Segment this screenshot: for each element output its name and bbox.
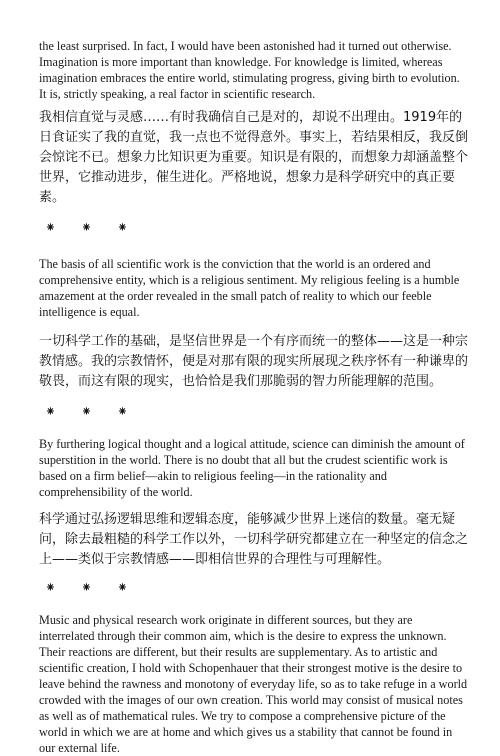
english-paragraph-4: Music and physical research work originate in different sources, but they are interrelated through their common aim, which is the desire to express the unknown. Their reactions are different, but their results are supplementary. As to artistic and scientific creation, I hold with Schopenhauer that their strongest motive is the desire to leave behind the rawness and monotony of everyday life, so as to take refuge in a world crowded with the images of our own creation. This world may consist of musical notes as well as of mathematical rules. We try to compose a comprehensive picture of the world in which we are at home and which gives us a stability that cannot be found in our external life. (39, 613, 468, 755)
asterism-icon: ⁕ (117, 404, 128, 420)
chinese-paragraph-2: 一切科学工作的基础，是坚信世界是一个有序而统一的整体——这是一种宗教情感。我的宗教情怀，便是对那有限的现实所展现之秩序怀有一种谦卑的敬畏，而这有限的现实，也恰恰是我们那脆弱的智力所能理解的范围。 (39, 334, 469, 389)
section-divider (39, 402, 469, 422)
section-divider (39, 578, 469, 598)
asterism-icon: ⁕ (117, 580, 128, 596)
page-content (39, 38, 469, 756)
english-paragraph-3: By furthering logical thought and a logical attitude, science can diminish the amount of superstition in the world. There is no doubt that all but the crudest scientific work is based on a firm belief—akin to religious feeling—in the rationality and comprehensibility of the world. (39, 437, 465, 499)
asterism-icon: ⁕ (117, 220, 128, 236)
chinese-paragraph-1: 我相信直觉与灵感……有时我确信自己是对的，却说不出理由。1919年的日食证实了我的直觉，我一点也不觉得意外。事实上，若结果相反，我反倒会惊诧不已。想象力比知识更为重要。知识是有限的，而想象力却涵盖整个世界，它推动进步，催生进化。严格地说，想象力是科学研究中的真正要素。 (39, 110, 469, 205)
asterism-icon: ⁕ (45, 580, 56, 596)
asterism-icon: ⁕ (81, 580, 92, 596)
asterism-icon: ⁕ (45, 220, 56, 236)
chinese-paragraph-3: 科学通过弘扬逻辑思维和逻辑态度，能够减少世界上迷信的数量。毫无疑问，除去最粗糙的科学工作以外，一切科学研究都建立在一种坚定的信念之上——类似于宗教情感——即相信世界的合理性与可理解性。 (39, 512, 469, 567)
section-divider (39, 218, 469, 238)
asterism-icon: ⁕ (45, 404, 56, 420)
english-paragraph-1: the least surprised. In fact, I would have been astonished had it turned out otherwise. Imagination is more important than knowledge. For knowledge is limited, whereas imagination embraces the entire world, stimulating progress, giving birth to evolution. It is, strictly speaking, a real factor in scientific research. (39, 39, 460, 101)
asterism-icon: ⁕ (81, 220, 92, 236)
asterism-icon: ⁕ (81, 404, 92, 420)
english-paragraph-2: The basis of all scientific work is the conviction that the world is an ordered and comprehensive entity, which is a religious sentiment. My religious feeling is a humble amazement at the order revealed in the small patch of reality to which our feeble intelligence is equal. (39, 257, 460, 319)
